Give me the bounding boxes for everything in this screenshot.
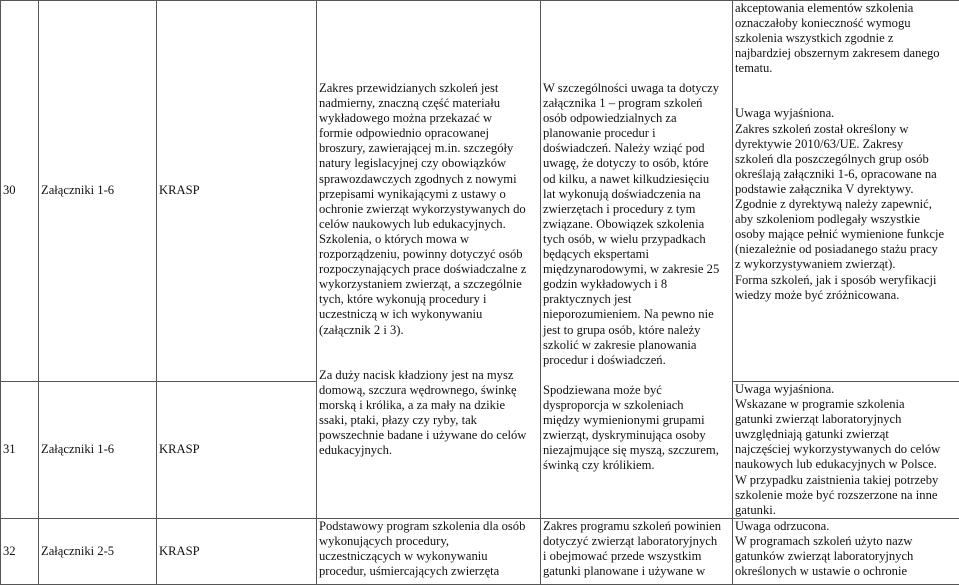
proposal-cell <box>541 518 733 584</box>
response-text: Wskazane w programie szkolenia gatunki zwierząt laboratoryjnych uwzględniają gatunki zwierząt najczęściej wykorzystywanych do celów naukowych lub edukacyjnych w Polsce. W przypadku zaistnienia takiej potrzeby szkolenie może być rozszerzone na inne gatunki. <box>735 397 958 518</box>
attachment-cell: Załączniki 2-5 <box>39 518 157 584</box>
institution-cell: KRASP <box>157 518 317 584</box>
response-text: Zakres szkoleń został określony w dyrektywie 2010/63/UE. Zakresy szkoleń dla poszczególnych grup osób określają załączniki 1-6, opracowane na podstawie załącznika V dyrektywy. Zgodnie z dyrektywą należy zapewnić, aby szkoleniom podlegały wszystkie osoby mające pełnić wymienione funkcje (niezależnie od posiadanego stażu pracy z wykorzystywaniem zwierząt). Forma szkoleń, jak i sposób weryfikacji wiedzy może być zróżnicowana. <box>735 122 958 303</box>
comment-cell <box>317 518 541 584</box>
row-number: 31 <box>1 382 39 519</box>
response-status: Uwaga odrzucona. <box>735 519 958 534</box>
comment-text: Podstawowy program szkolenia dla osób wykonujących procedury, uczestniczących w wykonywaniu procedur, uśmiercających zwierzęta <box>319 519 538 579</box>
row-number: 30 <box>1 1 39 382</box>
response-text: W programach szkoleń użyto nazw gatunków zwierząt laboratoryjnych określonych w ustawie o ochronie <box>735 534 958 579</box>
response-status: Uwaga wyjaśniona. <box>735 106 958 121</box>
comment-text: Za duży nacisk kładziony jest na mysz domową, szczura wędrownego, świnkę morską i królika, a za mały na dzikie ssaki, ptaki, płazy czy ryby, tak powszechnie badane i używane do celów edukacyjnych. <box>319 368 538 459</box>
table-row <box>1 518 959 584</box>
response-cell <box>733 518 959 584</box>
proposal-text: Spodziewana może być dysproporcja w szkoleniach między wymienionymi grupami zwierząt, dyskryminująca osoby niezajmujące się myszą, szczurem, świnką czy królikiem. <box>543 383 730 474</box>
attachment-cell: Załączniki 1-6 <box>39 1 157 382</box>
comment-cell <box>317 1 541 519</box>
institution-cell: KRASP <box>157 382 317 519</box>
response-cell <box>733 1 959 382</box>
attachment-cell: Załączniki 1-6 <box>39 382 157 519</box>
table-row <box>1 1 959 382</box>
proposal-cell <box>541 1 733 519</box>
response-text: akceptowania elementów szkolenia oznaczałoby konieczność wymogu szkolenia wszystkich zgodnie z najbardziej obszernym zakresem danego tematu. <box>735 1 958 76</box>
comment-text: Zakres przewidzianych szkoleń jest nadmierny, znaczną część materiału wykładowego można przekazać w formie odpowiednio opracowanej broszury, zawierającej m.in. szczegóły natury legislacyjnej czy obowiązków sprawozdawczych zgodnych z nowymi przepisami wynikającymi z ustawy o ochronie zwierząt wykorzystywanych do celów naukowych lub edukacyjnych. Szkolenia, o których mowa w rozporządzeniu, powinny dotyczyć osób rozpoczynających prace doświadczalne z wykorzystaniem zwierząt, a szczególnie tych, które wykonują procedury i uczestniczą w ich wykonywaniu (załącznik 2 i 3). <box>319 81 538 338</box>
institution-cell: KRASP <box>157 1 317 382</box>
response-status: Uwaga wyjaśniona. <box>735 382 958 397</box>
proposal-text: Zakres programu szkoleń powinien dotyczyć zwierząt laboratoryjnych i obejmować przede wszystkim gatunki planowane i używane w <box>543 519 730 579</box>
response-cell <box>733 382 959 519</box>
row-number: 32 <box>1 518 39 584</box>
proposal-text: W szczególności uwaga ta dotyczy załącznika 1 – program szkoleń osób odpowiedzialnych za planowanie procedur i doświadczeń. Należy wziąć pod uwagę, że dotyczy to osób, które od kilku, a nawet kilkudziesięciu lat wykonują doświadczenia na zwierzętach i procedury z tym związane. Obowiązek szkolenia tych osób, w wielu przypadkach będących ekspertami międzynarodowymi, w zakresie 25 godzin wykładowych i 8 praktycznych jest nieporozumieniem. Na pewno nie jest to grupa osób, które należy szkolić w zakresie planowania procedur i doświadczeń. <box>543 81 730 368</box>
